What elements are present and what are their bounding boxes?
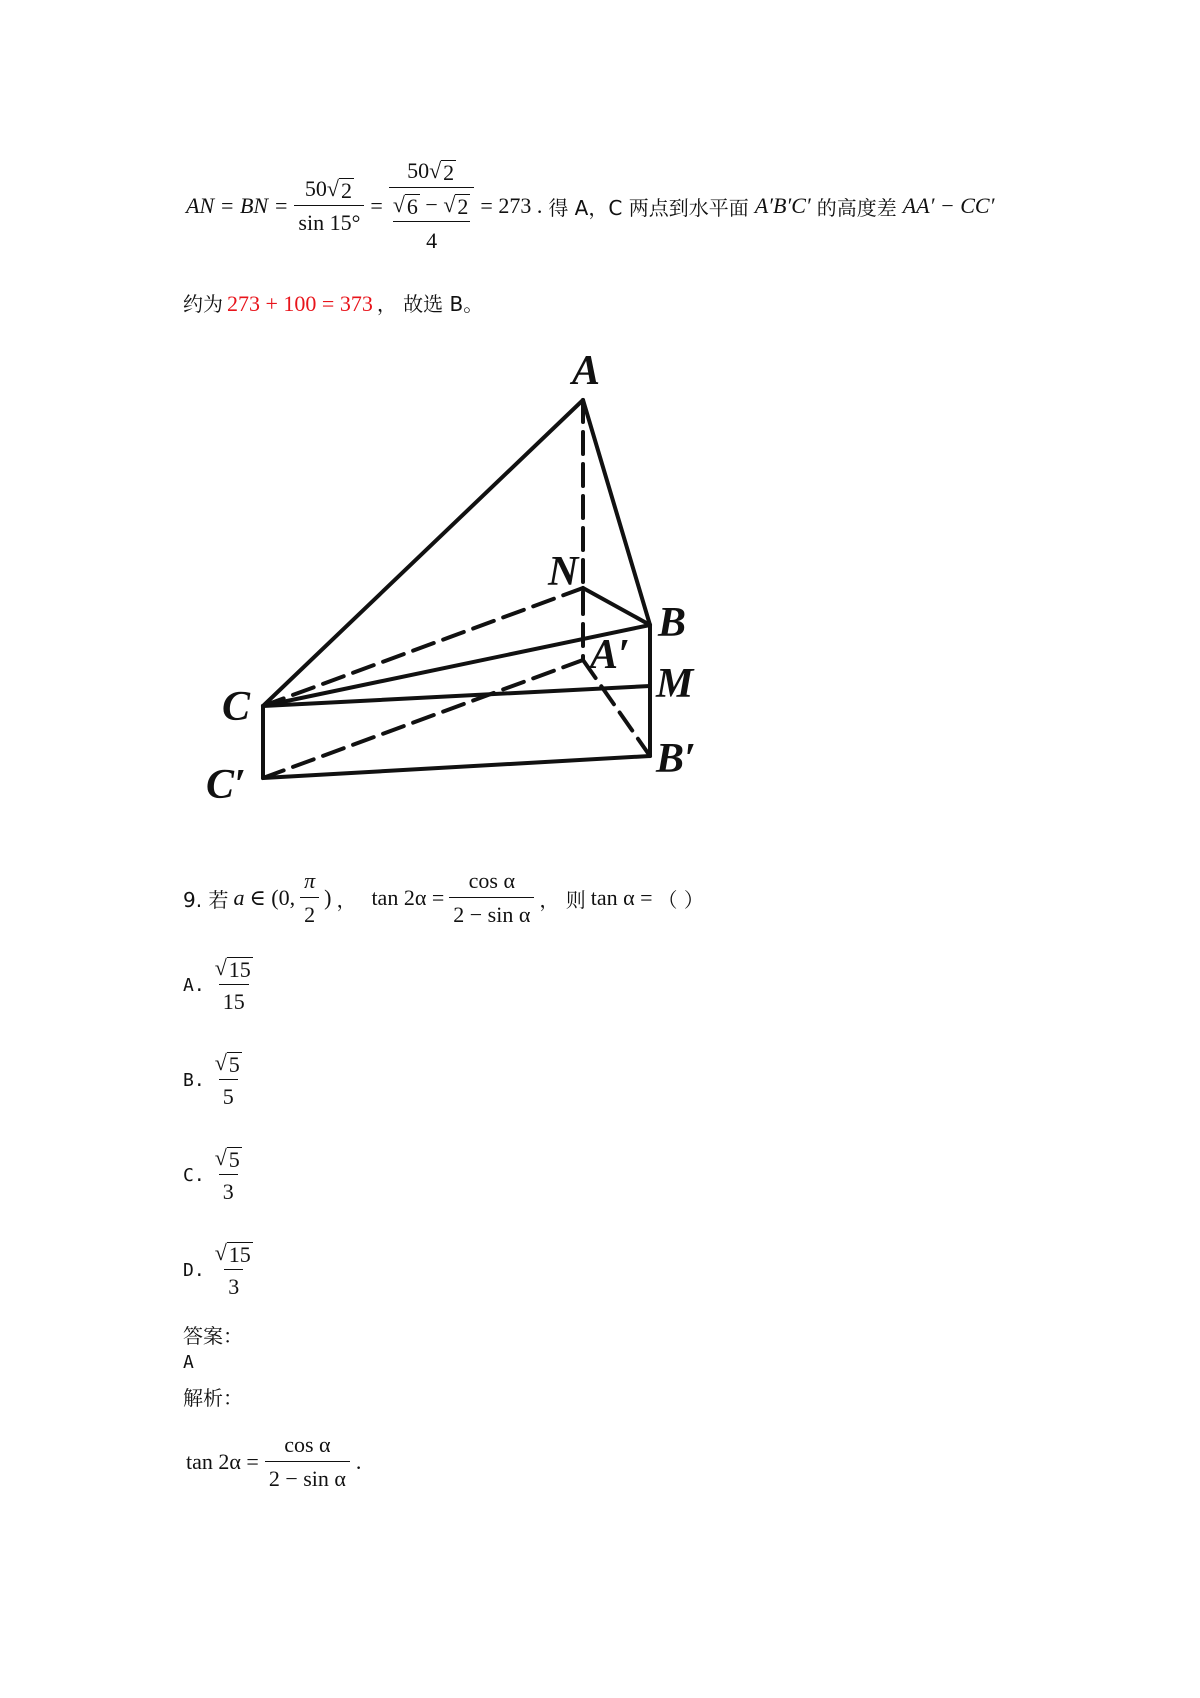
solution-text-a: 得 A，C 两点到水平面 [548,195,749,220]
formula-lhs: AN = BN = [186,193,289,219]
question-9 [183,868,704,928]
option-c[interactable] [183,1145,246,1205]
label-B-prime: B′ [656,736,696,782]
comma: ， [336,887,357,912]
fraction-50root2-over-sin15: 50 √ 2 sin 15° [294,176,364,236]
edge-CprimeAprime-dashed [263,660,583,778]
edge-CM [263,686,650,706]
label-A-prime: A′ [590,632,630,678]
answer-parentheses: （ ） [657,887,704,912]
analysis-period: . [355,1449,362,1474]
result-273: = 273 . [480,193,543,219]
option-d-letter: D. [183,1259,205,1281]
then-text: ， 则 [539,887,586,912]
interval-close: ) [324,885,332,910]
interval-open: ∈ (0, [249,885,296,910]
edge-CprimeBprime [263,756,650,778]
edge-AB [583,400,650,625]
analysis-fraction: $\frac{\text{cos α}}{\text{2 − sin α}}$ [265,1432,350,1492]
fraction-cos-over-2minus-sin: $\frac{\text{cos α}}{\text{2 − sin α}}$ [449,868,534,928]
plane-label: A′B′C′ [754,193,811,219]
option-a[interactable] [183,955,257,1015]
tan-alpha: tan α = [590,885,653,910]
label-A: A [572,348,601,394]
option-b-value: √ 5 5 [214,1050,240,1110]
edge-CA [263,400,583,706]
choose-b-text: ， 故选 B。 [376,292,484,316]
fraction-pi-over-2: $\frac{\pi}{2}$ [300,868,319,928]
solution-text-b: 的高度差 [816,195,897,220]
tan-2alpha: tan 2α = [371,885,445,910]
equals-sign: = [370,193,383,219]
highlighted-sum: 273 + 100 = 373 [227,291,373,316]
option-c-letter: C. [183,1164,205,1186]
label-B: B [658,600,687,646]
analysis-label: 解析： [183,1386,243,1410]
option-b-letter: B. [183,1069,205,1091]
answer-label: 答案： [183,1324,243,1348]
height-difference: AA′ − CC′ [902,193,995,219]
label-C-prime: C′ [206,762,246,808]
analysis-tan-2alpha: tan 2α = [186,1449,259,1474]
label-M: M [656,661,694,707]
option-a-value: √ 15 15 [214,955,251,1015]
option-a-letter: A. [183,974,205,996]
option-d-value: √ 15 3 [214,1240,251,1300]
answer-value: A [183,1352,194,1373]
option-d[interactable] [183,1240,257,1300]
label-N: N [548,549,579,595]
option-c-value: √ 5 3 [214,1145,240,1205]
edge-CN-dashed [263,588,583,706]
option-b[interactable] [183,1050,246,1110]
question-var-a: a [233,885,245,910]
label-C: C [222,684,251,730]
question-number: 9. 若 [183,887,229,912]
analysis-formula [186,1432,361,1492]
approx-label: 约为 [183,292,223,316]
fraction-50root2-over-root6-minus-root2: 50 √ 2 √ 6 − √ 2 4 [389,158,475,254]
